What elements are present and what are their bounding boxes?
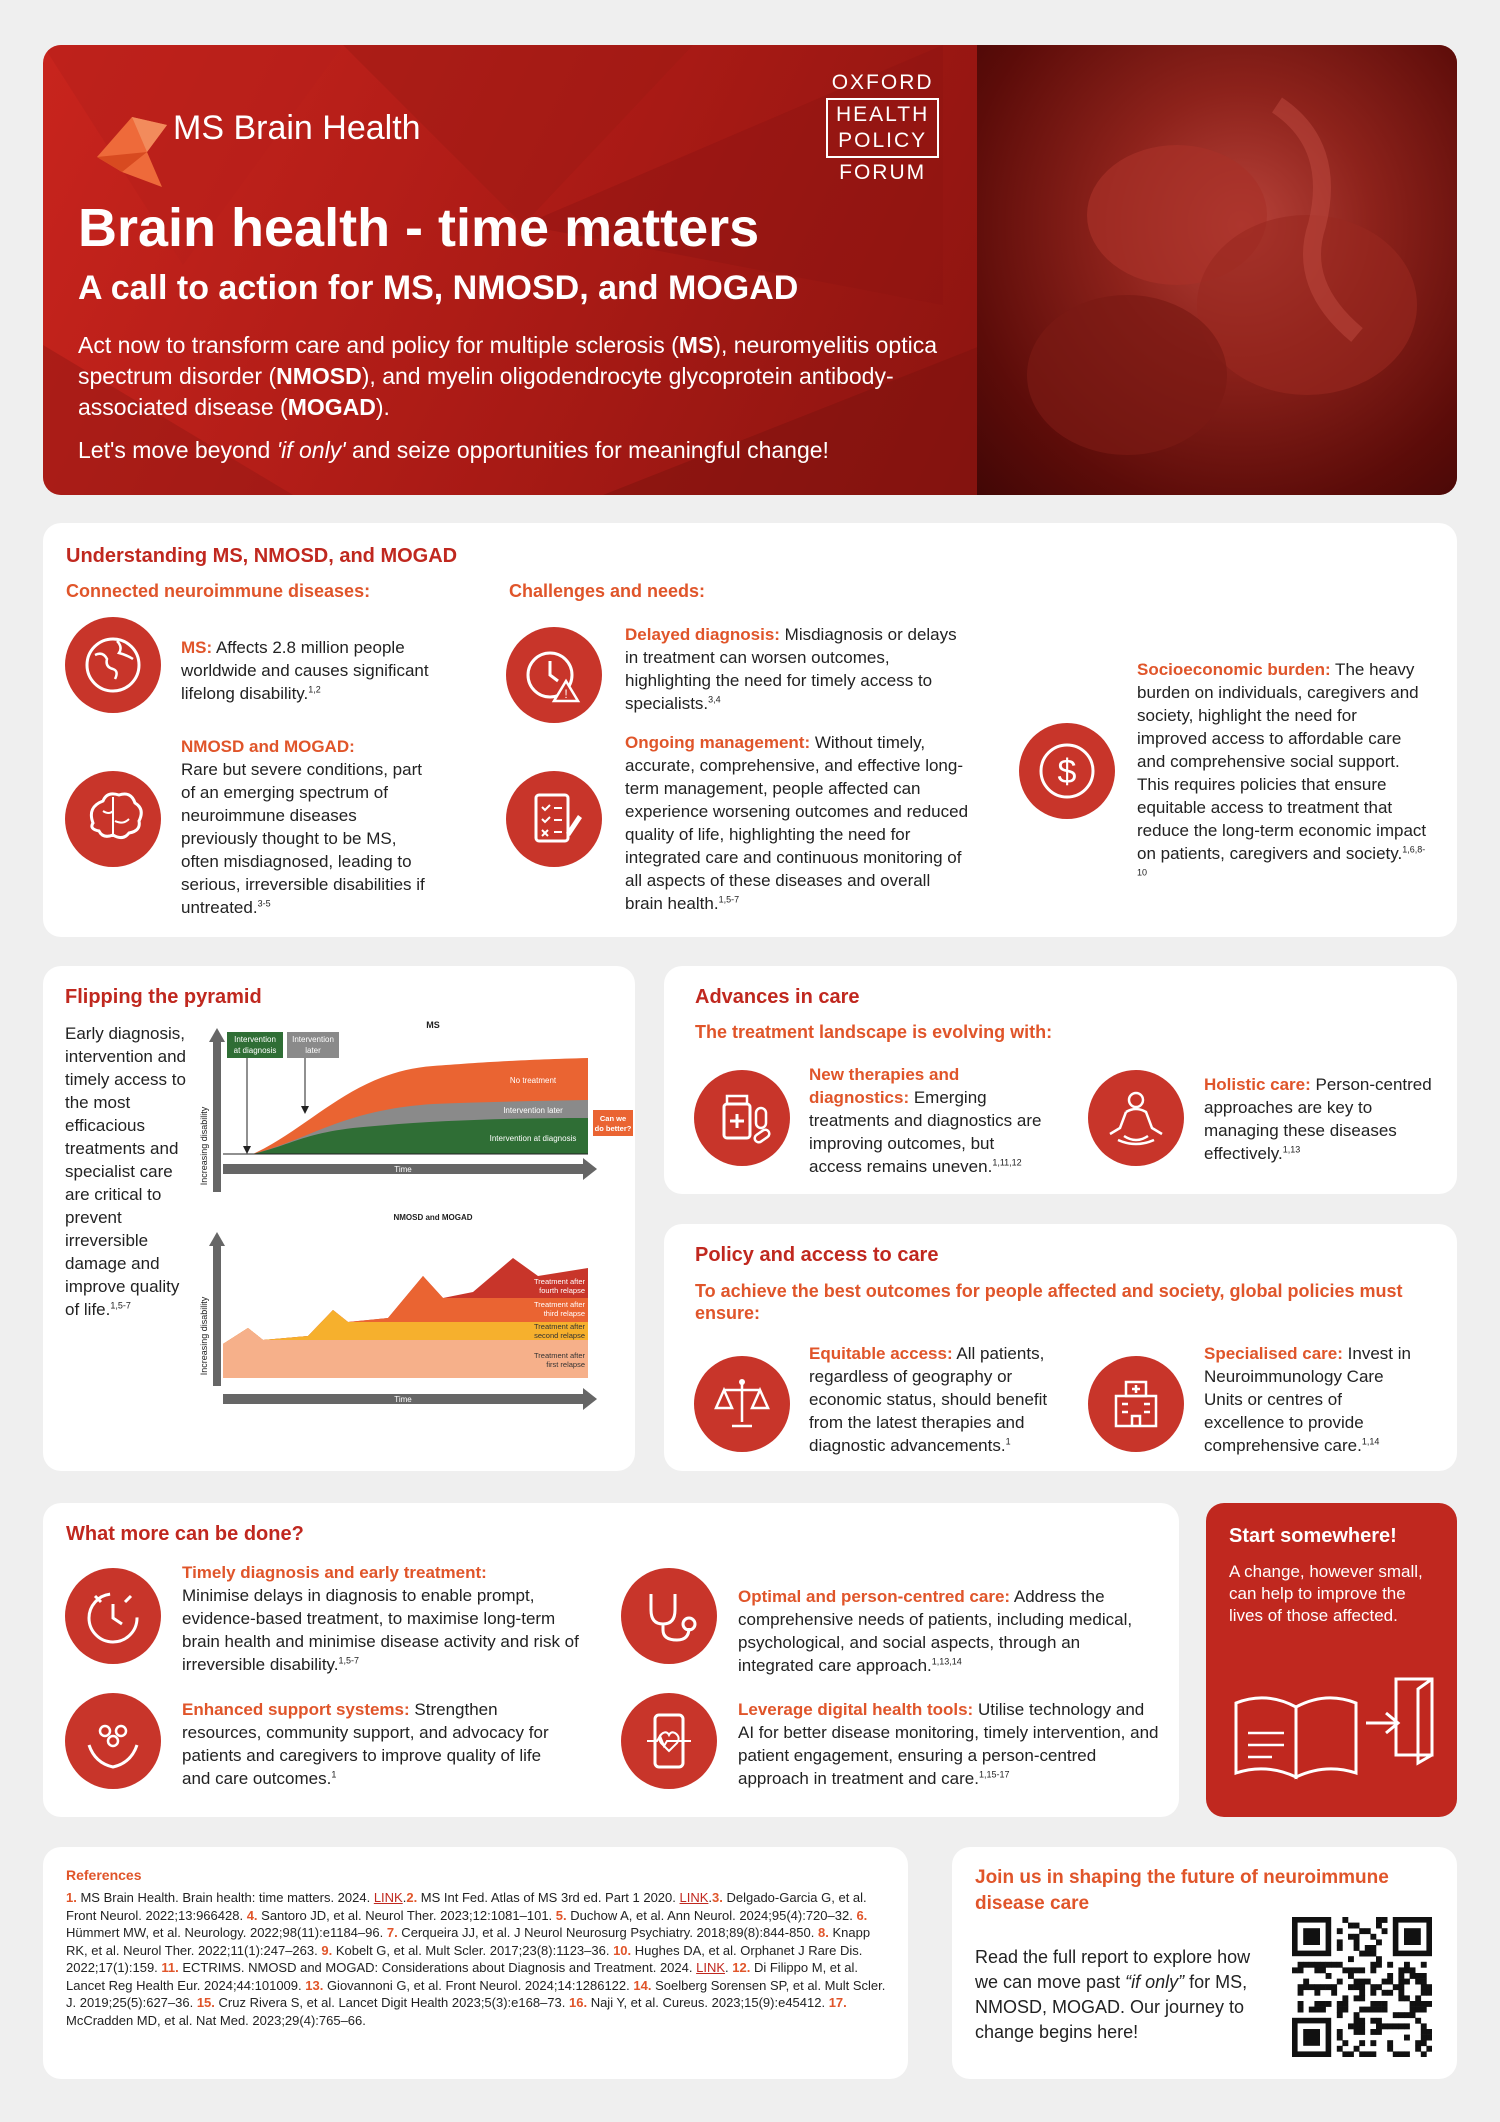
checklist-clipboard-icon xyxy=(506,771,602,867)
reference-item: 10. Hughes DA, et al. Orphanet J Rare Dis. 2022;17(1):159. xyxy=(66,1942,863,1975)
policy-title: Policy and access to care xyxy=(695,1244,939,1266)
qr-code[interactable] xyxy=(1292,1917,1432,2057)
chart1-y-label: Increasing disability xyxy=(199,1106,209,1186)
chart1-series-label-2: Intervention later xyxy=(503,1106,563,1115)
chart1-series-label-3: Intervention at diagnosis xyxy=(489,1134,577,1143)
meditation-person-icon xyxy=(1088,1070,1184,1166)
delayed-diagnosis-description: Delayed diagnosis: Misdiagnosis or delays in treatment can worsen outcomes, highlighting the need for timely access to specialists.$^{3,4}$ xyxy=(625,625,957,713)
chart2-y-label: Increasing disability xyxy=(199,1296,209,1376)
chart2-y-arrow xyxy=(209,1232,225,1246)
equitable-access-description: Equitable access: All patients, regardless of geography or economic status, should benefit from the latest therapies and diagnostic advancements.$^1$ xyxy=(809,1344,1048,1455)
chart1-callout-line1: Can we xyxy=(599,1114,627,1123)
chart1-y-axis xyxy=(213,1042,221,1192)
what-more-card xyxy=(43,1503,1179,1817)
references-list xyxy=(66,1889,891,2029)
understanding-card xyxy=(43,523,1457,937)
new-therapies-description: New therapies and diagnostics: Emerging treatments and diagnostics are improving outcomes, but access remains uneven.$^{1,11,12}$ xyxy=(809,1065,1042,1176)
references-card xyxy=(43,1847,908,2079)
reference-item: 17. McCradden MD, et al. Nat Med. 2023;29(4):765–66. xyxy=(66,1995,847,2028)
chart2-y-axis xyxy=(213,1246,221,1386)
reference-item: 5. Duchow A, et al. Ann Neurol. 2024;95(4):720–32. xyxy=(555,1907,857,1923)
understanding-title: Understanding MS, NMOSD, and MOGAD xyxy=(66,545,458,567)
hospital-building-icon xyxy=(1088,1356,1184,1452)
advances-title: Advances in care xyxy=(695,986,860,1008)
globe-icon xyxy=(65,617,161,713)
advances-subheading: The treatment landscape is evolving with: xyxy=(695,1022,1053,1042)
brain-icon xyxy=(65,771,161,867)
chart1-tag-later-line2: later xyxy=(305,1046,321,1055)
specialised-care-description: Specialised care: Invest in Neuroimmunology Care Units or centres of excellence to provide comprehensive care.$^{1,14}$ xyxy=(1204,1344,1411,1455)
chart1-callout-line2: do better? xyxy=(594,1124,632,1133)
flipping-pyramid-card xyxy=(43,966,635,1471)
join-us-title: Join us in shaping the future of neuroimmune disease care xyxy=(975,1867,1389,1914)
reference-item: 3. Delgado-Garcia G, et al. Front Neurol. 2022;13:966428. xyxy=(66,1890,867,1923)
scales-of-justice-icon xyxy=(694,1356,790,1452)
reference-link[interactable]: LINK xyxy=(373,1890,403,1905)
ongoing-management-description: Ongoing management: Without timely, accurate, comprehensive, and effective long-term management, people affected can experience worsening outcomes and reduced quality of life, highlighting the need for integrated care and continuous monitoring of all aspects of these diseases and overall brain health.$^{1,5-7}$ xyxy=(625,733,969,913)
holistic-care-description: Holistic care: Person-centred approaches are key to managing these diseases effectively.$^{1,13}$ xyxy=(1204,1075,1432,1163)
disability-charts xyxy=(193,1006,633,1466)
reference-item: 1. MS Brain Health. Brain health: time matters. 2024. LINK. xyxy=(66,1890,407,1905)
timer-icon xyxy=(65,1568,161,1664)
reference-link[interactable]: LINK xyxy=(679,1890,709,1905)
start-somewhere-card xyxy=(1206,1503,1457,1817)
page-title: Brain health - time matters xyxy=(78,198,760,258)
chart2-series-label-2-line1: Treatment after xyxy=(534,1300,585,1309)
reference-item: 13. Giovannoni G, et al. Front Neurol. 2024;14:1286122. xyxy=(305,1977,634,1993)
hero-intro: Act now to transform care and policy for multiple sclerosis (MS), neuromyelitis optica spectrum disorder (NMOSD), and myelin oligodendrocyte glycoprotein antibody-associated disease (MOGAD). xyxy=(78,332,937,420)
book-and-door-icon xyxy=(1226,1663,1446,1793)
advances-card xyxy=(664,966,1457,1194)
connected-heading: Connected neuroimmune diseases: xyxy=(66,581,371,601)
hero-banner xyxy=(43,45,1457,495)
oxford-health-policy-forum-logo: OXFORD HEALTH POLICY FORUM xyxy=(826,70,939,186)
reference-item: 4. Santoro JD, et al. Neurol Ther. 2023;12:1081–101. xyxy=(246,1907,556,1923)
what-more-title: What more can be done? xyxy=(66,1523,304,1545)
chart2-series-label-4-line1: Treatment after xyxy=(534,1351,585,1360)
chart2-title: NMOSD and MOGAD xyxy=(393,1213,473,1222)
svg-text:!: ! xyxy=(564,687,568,701)
reference-item: 11. ECTRIMS. NMOSD and MOGAD: Considerations about Diagnosis and Treatment. 2024. LINK. xyxy=(161,1960,733,1975)
chart1-title: MS xyxy=(426,1020,440,1030)
chart1-x-label: Time xyxy=(394,1165,412,1174)
timely-diagnosis-description: Timely diagnosis and early treatment: Minimise delays in diagnosis to enable prompt, evidence-based treatment, to maximise long-term brain health and minimise disease activity and risk of irreversible disability.$^{1,5-7}$ xyxy=(182,1563,579,1674)
ms-description: MS: Affects 2.8 million people worldwide and causes significant lifelong disability.$^{1,2}$ xyxy=(181,638,429,703)
pyramid-title: Flipping the pyramid xyxy=(65,986,262,1008)
hero-sculpture-image xyxy=(977,45,1457,495)
reference-item: 12. Di Filippo M, et al. Lancet Reg Health Eur. 2024;44:101009. xyxy=(66,1960,858,1993)
start-somewhere-title: Start somewhere! xyxy=(1229,1525,1397,1547)
reference-item: 14. Soelberg Sorensen SP, et al. Mult Scler. J. 2019;25(5):627–36. xyxy=(66,1977,886,2010)
chart2-series-label-4-line2: first relapse xyxy=(546,1360,585,1369)
policy-subheading: To achieve the best outcomes for people affected and society, global policies must ensure: xyxy=(695,1281,1403,1323)
chart1-y-arrow xyxy=(209,1028,225,1042)
reference-item: 16. Naji Y, et al. Cureus. 2023;15(9):e45412. xyxy=(569,1995,829,2010)
page-subtitle: A call to action for MS, NMOSD, and MOGAD xyxy=(78,269,799,307)
brand-name: MS Brain Health xyxy=(173,109,421,147)
start-somewhere-text: A change, however small, can help to improve the lives of those affected. xyxy=(1229,1562,1423,1625)
chart1-tag-at-diagnosis-line1: Intervention xyxy=(234,1035,276,1044)
challenges-heading: Challenges and needs: xyxy=(509,581,706,601)
reference-item: 7. Cerqueira JJ, et al. J Neurol Neurosurg Psychiatry. 2018;89(8):844-850. xyxy=(386,1925,818,1940)
chart1-tag-at-diagnosis-line2: at diagnosis xyxy=(233,1046,277,1055)
references-title: References xyxy=(66,1867,142,1883)
chart1-x-arrow xyxy=(583,1158,597,1180)
chart2-series-label-2-line2: third relapse xyxy=(543,1309,585,1318)
stethoscope-icon xyxy=(621,1568,717,1664)
socioeconomic-burden-description: Socioeconomic burden: The heavy burden on individuals, caregivers and society, highlight the need for improved access to affordable care and comprehensive social support. This requires policies that ensure equitable access to treatment that reduce the long-term economic impact on patients, caregivers and society.$^{1,6,8-10}$ xyxy=(1137,660,1427,878)
chart2-series-label-3-line1: Treatment after xyxy=(534,1322,585,1331)
svg-text:$: $ xyxy=(1057,753,1077,791)
optimal-care-description: Optimal and person-centred care: Address the comprehensive needs of patients, including medical, psychological, and social aspects, through an integrated care approach.$^{1,13,14}$ xyxy=(738,1587,1133,1675)
reference-link[interactable]: LINK xyxy=(696,1960,726,1975)
digital-health-description: Leverage digital health tools: Utilise technology and AI for better disease monitoring, timely intervention, and patient engagement, ensuring a person-centred approach in treatment and care.$^{1,15-17}$ xyxy=(738,1700,1159,1788)
join-us-text: Read the full report to explore how we can move past “if only” for MS, NMOSD, MOGAD. Our journey to change begins here! xyxy=(975,1947,1251,2042)
chart2-series-label-1-line2: fourth relapse xyxy=(539,1286,585,1295)
dollar-icon xyxy=(1019,723,1115,819)
chart2-x-label: Time xyxy=(394,1395,412,1404)
community-hands-icon xyxy=(65,1693,161,1789)
chart1-tag-later-line1: Intervention xyxy=(292,1035,334,1044)
reference-item: 15. Cruz Rivera S, et al. Lancet Digit Health 2023;5(3):e168–73. xyxy=(196,1995,569,2010)
policy-card xyxy=(664,1224,1457,1471)
chart1-marker-later-arrow xyxy=(301,1106,309,1114)
ms-brain-health-logo-icon xyxy=(77,97,177,197)
reference-item: 6. Hümmert MW, et al. Neurology. 2022;98(11):e1184–96. xyxy=(66,1907,868,1940)
chart2-x-arrow xyxy=(583,1388,597,1410)
enhanced-support-description: Enhanced support systems: Strengthen resources, community support, and advocacy for patients and caregivers to improve quality of life and care outcomes.$^1$ xyxy=(182,1700,549,1788)
nmosd-mogad-description: NMOSD and MOGAD: Rare but severe conditions, part of an emerging spectrum of neuroimmune diseases previously thought to be MS, often misdiagnosed, leading to serious, irreversible disabilities if untreated.$^{3-5}$ xyxy=(181,737,425,917)
smartphone-heart-icon xyxy=(621,1693,717,1789)
pyramid-description: Early diagnosis, intervention and timely access to the most efficacious treatments and specialist care are critical to prevent irreversible damage and improve quality of life.$^{1,5-7}$ xyxy=(65,1024,186,1319)
medicine-bottle-icon xyxy=(694,1070,790,1166)
chart1-marker-at-diagnosis-arrow xyxy=(243,1146,251,1154)
hero-call-to-action: Let's move beyond 'if only' and seize opportunities for meaningful change! xyxy=(78,437,829,463)
reference-item: 8. Knapp RK, et al. Neurol Ther. 2022;11(1):247–263. xyxy=(66,1925,871,1958)
chart2-series-label-3-line2: second relapse xyxy=(534,1331,585,1340)
reference-item: 2. MS Int Fed. Atlas of MS 3rd ed. Part 1 2020. LINK. xyxy=(406,1890,713,1905)
chart2-series-label-1-line1: Treatment after xyxy=(534,1277,585,1286)
join-us-card xyxy=(952,1847,1457,2079)
clock-warning-icon xyxy=(506,627,602,723)
reference-item: 9. Kobelt G, et al. Mult Scler. 2017;23(8):1123–36. xyxy=(321,1942,614,1958)
chart1-series-label-1: No treatment xyxy=(509,1076,557,1085)
